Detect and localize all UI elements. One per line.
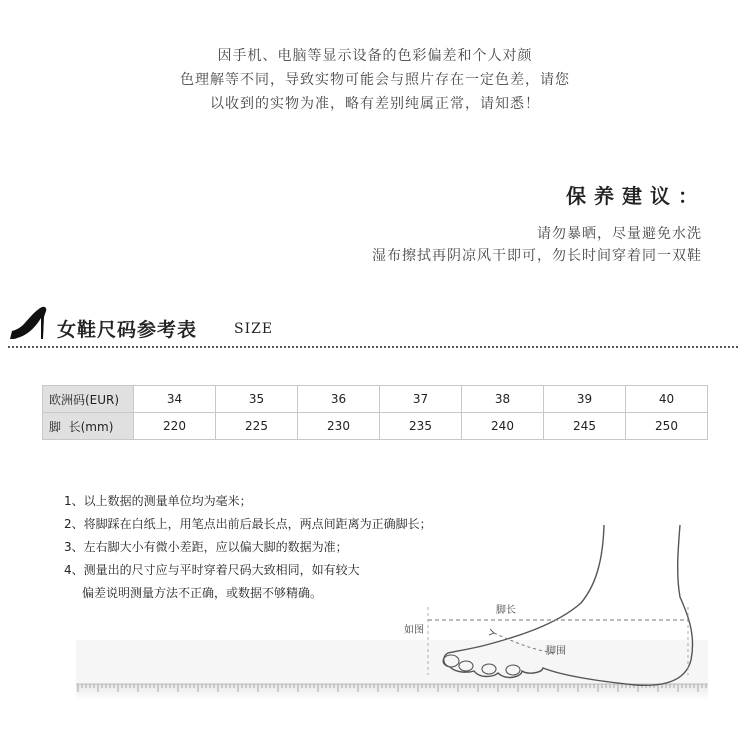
care-title: 保养建议： xyxy=(566,184,706,208)
foot-length-label: 脚长 xyxy=(496,605,516,616)
table-row-foot-length xyxy=(43,413,708,440)
section-divider xyxy=(8,346,738,348)
note-2: 2、将脚踩在白纸上，用笔点出前后最长点，两点间距离为正确脚长； xyxy=(64,517,432,531)
row-label-foot-length: 脚 长(mm) xyxy=(43,413,134,440)
table-cell: 250 xyxy=(626,413,708,440)
table-row-eur xyxy=(43,386,708,413)
table-cell: 225 xyxy=(216,413,298,440)
table-cell: 245 xyxy=(544,413,626,440)
table-cell: 36 xyxy=(298,386,380,413)
foot-girth-label: 脚围 xyxy=(546,646,566,657)
high-heel-icon xyxy=(8,305,48,341)
note-4: 4、测量出的尺寸应与平时穿着尺码大致相同，如有较大 xyxy=(64,563,360,577)
foot-measure-illustration xyxy=(76,525,708,713)
size-chart-subtitle: SIZE xyxy=(234,321,274,337)
notice-line-1: 因手机、电脑等显示设备的色彩偏差和个人对颜 xyxy=(217,48,533,64)
notice-line-2: 色理解等不同，导致实物可能会与照片存在一定色差，请您 xyxy=(180,72,570,88)
note-3: 3、左右脚大小有微小差距，应以偏大脚的数据为准； xyxy=(64,540,348,554)
table-cell: 235 xyxy=(380,413,462,440)
care-line-2: 湿布擦拭再阴凉风干即可，勿长时间穿着同一双鞋 xyxy=(372,248,702,264)
size-chart-title: 女鞋尺码参考表 xyxy=(57,319,198,341)
table-cell: 40 xyxy=(626,386,708,413)
figure-ref-label: 如图 xyxy=(404,625,424,636)
note-4-continued: 偏差说明测量方法不正确，或数据不够精确。 xyxy=(82,586,323,600)
color-notice xyxy=(0,44,750,116)
notice-line-3: 以收到的实物为准，略有差别纯属正常，请知悉！ xyxy=(210,96,540,112)
size-table xyxy=(42,385,708,440)
table-cell: 240 xyxy=(462,413,544,440)
table-cell: 35 xyxy=(216,386,298,413)
row-label-eur: 欧洲码(EUR) xyxy=(43,386,134,413)
table-cell: 38 xyxy=(462,386,544,413)
table-cell: 37 xyxy=(380,386,462,413)
table-cell: 220 xyxy=(134,413,216,440)
care-line-1: 请勿暴晒，尽量避免水洗 xyxy=(537,226,702,242)
note-1: 1、以上数据的测量单位均为毫米； xyxy=(64,494,252,508)
table-cell: 39 xyxy=(544,386,626,413)
table-cell: 34 xyxy=(134,386,216,413)
ruler xyxy=(76,684,708,700)
table-cell: 230 xyxy=(298,413,380,440)
